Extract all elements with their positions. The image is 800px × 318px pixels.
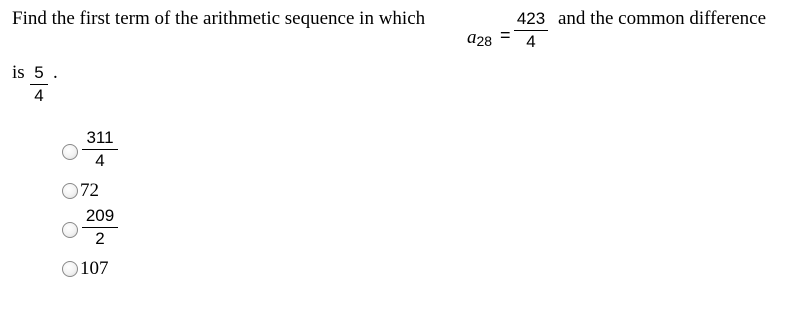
question-period: . xyxy=(53,62,58,83)
option-4-label: 107 xyxy=(80,258,109,279)
option-3-fraction xyxy=(82,206,118,249)
fraction-numerator: 5 xyxy=(34,63,44,82)
term-variable xyxy=(467,27,492,49)
option-4-radio[interactable] xyxy=(62,261,78,277)
fraction-denominator: 4 xyxy=(34,86,44,105)
question-text-end: is xyxy=(12,62,25,83)
option-1-fraction xyxy=(82,128,118,171)
fraction-denominator: 4 xyxy=(526,32,536,51)
question-text-start: Find the first term of the arithmetic sequence in which xyxy=(12,8,426,29)
fraction-numerator: 311 xyxy=(86,128,114,147)
equals-sign: = xyxy=(500,25,511,45)
option-1-radio[interactable] xyxy=(62,144,78,160)
fraction-numerator: 423 xyxy=(516,9,546,28)
option-3-radio[interactable] xyxy=(62,222,78,238)
option-2-radio[interactable] xyxy=(62,183,78,199)
fraction-bar xyxy=(82,227,118,228)
variable-letter: a xyxy=(467,27,477,48)
fraction-denominator: 2 xyxy=(95,229,105,248)
common-difference-fraction xyxy=(30,63,48,106)
variable-subscript: 28 xyxy=(476,33,493,49)
fraction-bar xyxy=(82,149,118,150)
question-text-middle: and the common difference xyxy=(558,8,767,29)
term-value-fraction xyxy=(514,9,548,52)
fraction-bar xyxy=(30,84,48,85)
fraction-numerator: 209 xyxy=(85,206,115,225)
option-2-label: 72 xyxy=(80,180,99,201)
fraction-bar xyxy=(514,30,548,31)
fraction-denominator: 4 xyxy=(95,151,105,170)
